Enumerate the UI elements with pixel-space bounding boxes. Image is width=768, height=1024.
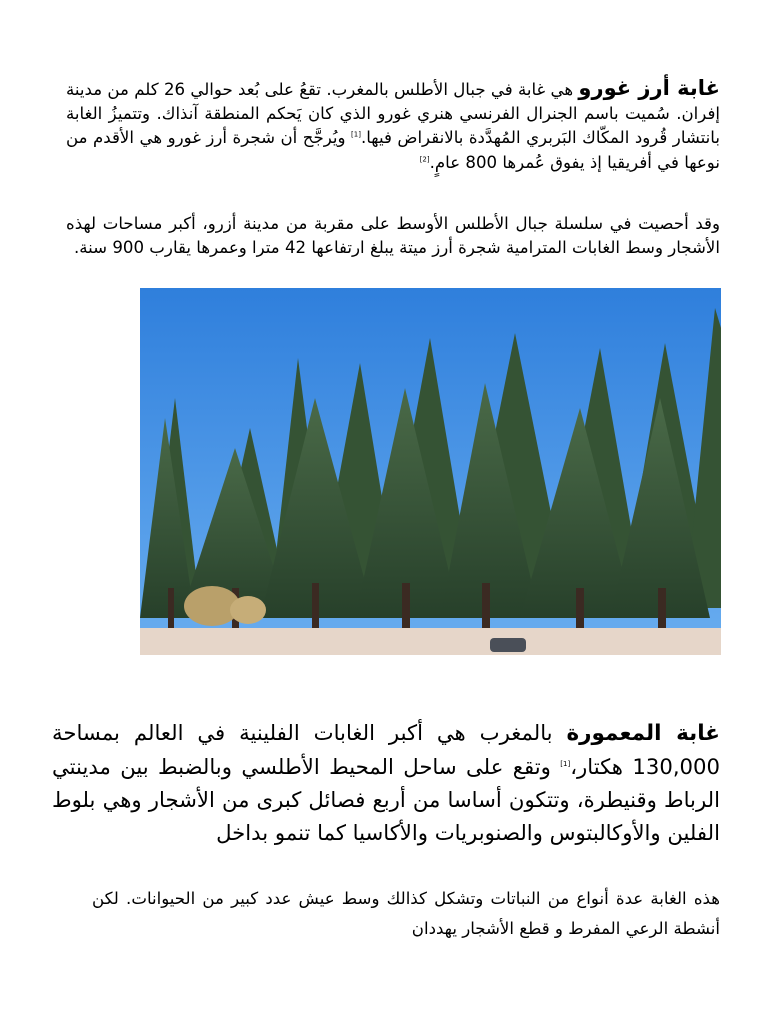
- maamora-text-b: وتقع على ساحل المحيط الأطلسي وبالضبط بين مدينتي الرباط وقنيطرة، وتتكون أساسا من أربع فصائل كبرى من الأشجار وهي بلوط الفلين والأوكالبتوس والصنوبريات والأكاسيا كما تنمو بداخل: [52, 754, 720, 845]
- goro-cedar-paragraph: [66, 76, 720, 175]
- maamora-text-a: بالمغرب هي أكبر الغابات الفلينية في العالم بمساحة 130,000 هكتار،: [52, 720, 720, 779]
- goro-cedar-text-a: هي غابة في جبال الأطلس بالمغرب. تقعُ على بُعد حوالي 26 كلم من مدينة إفران. سُميت باسم الجنرال الفرنسي هنري غورو الذي كان يَحكم المنطقة آنذاك. وتتميزُ الغابة بانتشار قُرود المكّاك البَربري المُهدَّدة بالانقراض فيها.: [66, 80, 720, 148]
- maamora-forest-paragraph: [52, 716, 720, 849]
- azrou-cedar-paragraph: وقد أحصيت في سلسلة جبال الأطلس الأوسط على مقربة من مدينة أزرو، أكبر مساحات لهذه الأشجار وسط الغابات المترامية شجرة أرز ميتة يبلغ ارتفاعها 42 مترا وعمرها يقارب 900 سنة.: [66, 214, 720, 258]
- footnote-ref-2[interactable]: [2]: [419, 155, 430, 164]
- goro-cedar-text-b: ويُرجَّح أن شجرة أرز غورو هي الأقدم من نوعها في أفريقيا إذ يفوق عُمرها 800 عامٍ.: [66, 128, 720, 172]
- maamora-continuation-paragraph: هذه الغابة عدة أنواع من النباتات وتشكل كذالك وسط عيش عدد كبير من الحيوانات. لكن أنشطة الرعي المفرط و قطع الأشجار يهددان: [92, 889, 720, 938]
- maamora-forest-title: غابة المعمورة: [566, 721, 720, 746]
- footnote-ref-1b[interactable]: [1]: [560, 759, 571, 768]
- goro-cedar-title: غابة أرز غورو: [578, 76, 720, 100]
- cedar-forest-photo: [140, 288, 721, 655]
- footnote-ref-1[interactable]: [1]: [351, 130, 361, 139]
